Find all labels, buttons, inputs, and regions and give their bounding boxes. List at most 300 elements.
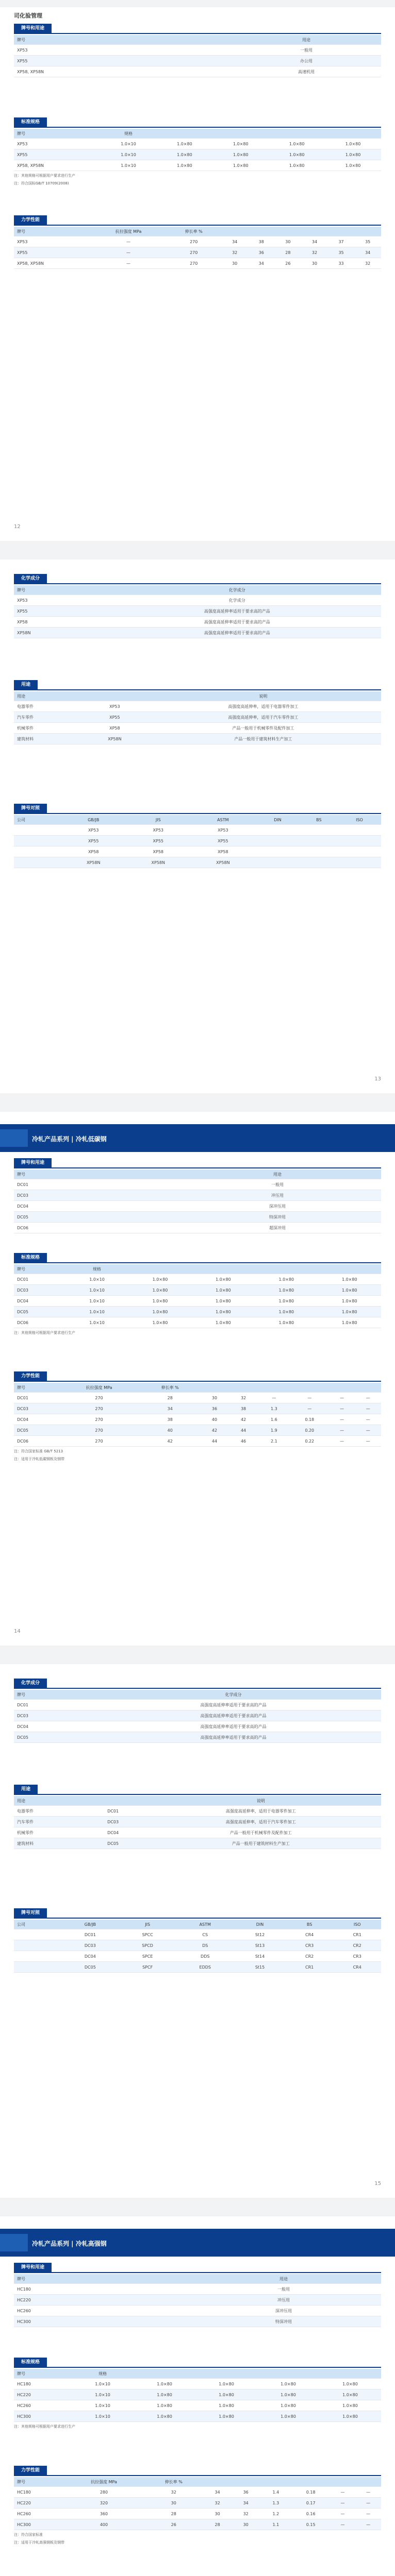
column-header <box>260 2477 291 2487</box>
column-header <box>258 1383 290 1393</box>
table-cell: 一般用 <box>174 1179 381 1190</box>
table-cell: 高强度高延伸率适用于要求高的产品 <box>93 628 381 638</box>
table-cell: 汽车零件 <box>14 712 84 723</box>
footnote: 注：符合国家标准 <box>14 2533 43 2537</box>
column-header <box>355 1383 381 1393</box>
table-row <box>14 628 381 638</box>
table-cell <box>14 846 61 857</box>
table-cell: 34 <box>140 1403 200 1414</box>
table-cell: CR4 <box>286 1929 334 1940</box>
column-header <box>257 2369 319 2379</box>
table-cell: 32 <box>301 247 328 258</box>
table-row <box>14 2316 381 2327</box>
column-header <box>200 1383 229 1393</box>
table-cell <box>255 857 300 868</box>
section <box>14 1783 381 1849</box>
section <box>14 115 381 187</box>
table-cell <box>14 836 61 846</box>
column-header <box>330 2477 356 2487</box>
section-tab: 力学性能 <box>14 1371 47 1381</box>
table-cell: 电器零件 <box>14 1806 86 1817</box>
table-row <box>14 1393 381 1403</box>
table-cell: 特深冲用 <box>186 2316 381 2327</box>
page-inner <box>14 1664 381 2198</box>
data-table <box>14 815 381 868</box>
table-cell: 270 <box>166 247 221 258</box>
table-row <box>14 1317 381 1328</box>
column-header: 牌号 <box>14 227 91 236</box>
section-head <box>14 2261 381 2273</box>
table-cell: 1.0×80 <box>128 1285 191 1296</box>
table-cell: CR4 <box>333 1962 381 1973</box>
table-cell: 1.0×80 <box>318 1285 381 1296</box>
table-cell: 44 <box>229 1425 258 1436</box>
table-cell: St14 <box>234 1951 286 1962</box>
table-cell: CR2 <box>333 1940 381 1951</box>
table-cell: — <box>330 2498 356 2509</box>
data-table <box>14 585 381 638</box>
column-header <box>156 129 212 139</box>
column-header: DIN <box>255 815 300 825</box>
table-cell: 1.2 <box>260 2509 291 2519</box>
table-cell: DC05 <box>14 1212 174 1223</box>
table-cell: — <box>355 1414 381 1425</box>
table-cell: 46 <box>229 1436 258 1447</box>
column-header: 伸长率 % <box>140 1383 200 1393</box>
table-cell: 高强度高延伸率，适用于电器零件加工 <box>145 701 381 712</box>
table-cell: 38 <box>140 1414 200 1425</box>
table-cell: HC260 <box>14 2509 64 2519</box>
column-header: 牌号 <box>14 585 93 595</box>
table-cell: 40 <box>140 1425 200 1436</box>
table-cell: 1.9 <box>258 1425 290 1436</box>
table-cell: XP58 <box>14 617 93 628</box>
table-row <box>14 236 381 247</box>
table-cell: HC260 <box>14 2400 72 2411</box>
column-header: JIS <box>126 815 191 825</box>
section-tab: 牌号和用途 <box>14 2263 52 2272</box>
table-cell: — <box>355 1436 381 1447</box>
table-cell: DC03 <box>14 1710 86 1721</box>
table-cell: 1.0×80 <box>212 160 269 171</box>
column-header <box>84 691 145 701</box>
table-cell <box>14 1951 61 1962</box>
table-cell: DC03 <box>61 1940 119 1951</box>
section-head <box>14 1156 381 1168</box>
table-row <box>14 2306 381 2316</box>
table-cell: XP58N <box>61 857 126 868</box>
table-cell: DC06 <box>14 1436 58 1447</box>
table-cell: CR1 <box>286 1962 334 1973</box>
table-cell: — <box>330 2509 356 2519</box>
table-cell: — <box>91 236 166 247</box>
table-row <box>14 1838 381 1849</box>
table-cell: 40 <box>200 1414 229 1425</box>
column-header: 牌号 <box>14 1170 174 1179</box>
table-row <box>14 1414 381 1425</box>
table-cell: 一般用 <box>232 45 381 56</box>
table-header-row <box>14 129 381 139</box>
section <box>14 1369 381 1462</box>
table-cell: 270 <box>58 1393 140 1403</box>
column-header <box>329 1383 355 1393</box>
table-cell: 1.0×10 <box>72 2400 134 2411</box>
page <box>0 1664 395 2198</box>
footnote: 注：符合国标GB/T 10709(2008) <box>14 181 69 185</box>
section-head <box>14 1369 381 1382</box>
table-cell: SPCE <box>119 1951 176 1962</box>
table-header-row <box>14 1796 381 1806</box>
table-cell <box>300 825 338 836</box>
table-cell <box>300 846 338 857</box>
section <box>14 678 381 744</box>
section-tab: 标准规格 <box>14 2358 47 2367</box>
table-row <box>14 2284 381 2295</box>
table-row <box>14 1929 381 1940</box>
table-cell: — <box>355 2519 381 2530</box>
data-table <box>14 691 381 744</box>
table-header-row <box>14 1170 381 1179</box>
table-cell: 1.0×80 <box>192 1307 255 1317</box>
column-header <box>134 2369 195 2379</box>
table-row <box>14 1425 381 1436</box>
column-header: ASTM <box>191 815 256 825</box>
table-cell: — <box>329 1403 355 1414</box>
section-tab: 化学成分 <box>14 1679 47 1688</box>
table-cell: 1.3 <box>258 1403 290 1414</box>
table-cell: 28 <box>203 2519 232 2530</box>
table-cell: 0.20 <box>290 1425 329 1436</box>
page-inner <box>14 1112 381 1646</box>
table-cell: DC04 <box>14 1721 86 1732</box>
table-cell: DC06 <box>14 1317 65 1328</box>
section <box>14 1676 381 1743</box>
table-row <box>14 2389 381 2400</box>
data-table <box>14 1264 381 1328</box>
table-cell: 320 <box>64 2498 144 2509</box>
table-cell: 1.0×80 <box>319 2400 381 2411</box>
table-cell: 36 <box>232 2487 260 2498</box>
table-cell: 1.0×10 <box>101 149 157 160</box>
table-cell: 深冲压用 <box>186 2306 381 2316</box>
section-head <box>14 1906 381 1919</box>
column-header: 伸长率 % <box>144 2477 203 2487</box>
section-head <box>14 213 381 226</box>
table-cell: 34 <box>203 2487 232 2498</box>
page-number: 12 <box>14 524 21 530</box>
section <box>14 1156 381 1233</box>
table-cell: 35 <box>354 236 381 247</box>
table-row <box>14 846 381 857</box>
section-head <box>14 802 381 814</box>
table-cell: — <box>355 2509 381 2519</box>
column-header: BS <box>286 1920 334 1929</box>
table-cell: 38 <box>248 236 275 247</box>
column-header <box>275 227 302 236</box>
table-cell: DC01 <box>14 1393 58 1403</box>
table-cell <box>255 836 300 846</box>
column-header <box>128 1264 191 1274</box>
table-row <box>14 1190 381 1201</box>
table-cell: — <box>91 247 166 258</box>
page-number: 14 <box>14 1629 21 1634</box>
table-cell: XP58N <box>126 857 191 868</box>
table-header-row <box>14 2274 381 2284</box>
section <box>14 22 381 77</box>
data-table <box>14 35 381 77</box>
table-cell: 1.0×80 <box>212 139 269 149</box>
table-row <box>14 2411 381 2422</box>
table-header-row <box>14 2477 381 2487</box>
table-cell: — <box>330 2487 356 2498</box>
table-cell: 高强度高延伸率，适用于电器零件加工 <box>141 1806 381 1817</box>
table-cell: 1.0×80 <box>325 139 381 149</box>
table-cell: 28 <box>275 247 302 258</box>
table-cell: 1.0×80 <box>134 2389 195 2400</box>
table-cell: 汽车零件 <box>14 1817 86 1827</box>
table-cell: 1.0×80 <box>257 2389 319 2400</box>
table-cell: XP58 <box>191 846 256 857</box>
table-cell: 1.0×80 <box>325 149 381 160</box>
table-cell: XP55 <box>14 606 93 617</box>
table-header-row <box>14 35 381 45</box>
table-cell: XP58 <box>61 846 126 857</box>
table-cell: 33 <box>328 258 355 269</box>
table-cell: 270 <box>166 236 221 247</box>
table-cell: 1.0×80 <box>325 160 381 171</box>
table-row <box>14 56 381 66</box>
page-number: 13 <box>374 1076 381 1082</box>
table-row <box>14 617 381 628</box>
column-header <box>354 227 381 236</box>
table-cell <box>14 825 61 836</box>
data-table <box>14 1690 381 1743</box>
table-cell: St15 <box>234 1962 286 1973</box>
table-cell: 32 <box>203 2498 232 2509</box>
column-header: 伸长率 % <box>166 227 221 236</box>
table-cell: 1.0×10 <box>101 160 157 171</box>
section-tab: 标准规格 <box>14 1253 47 1262</box>
table-cell: DS <box>176 1940 234 1951</box>
table-row <box>14 139 381 149</box>
table-cell: 冲压用 <box>186 2295 381 2306</box>
table-header-row <box>14 227 381 236</box>
table-cell: 2.1 <box>258 1436 290 1447</box>
table-row <box>14 149 381 160</box>
section-head <box>14 678 381 690</box>
table-cell: XP58 <box>84 723 145 734</box>
table-row <box>14 1721 381 1732</box>
table-cell: XP53 <box>84 701 145 712</box>
table-row <box>14 1732 381 1743</box>
column-header: 规格 <box>65 1264 128 1274</box>
table-cell: 1.0×80 <box>128 1296 191 1307</box>
table-cell: XP58N <box>191 857 256 868</box>
section-tab: 牌号和用途 <box>14 24 52 33</box>
section-head <box>14 2464 381 2476</box>
table-cell: 1.0×10 <box>72 2379 134 2389</box>
table-cell: St13 <box>234 1940 286 1951</box>
column-header: 用途 <box>174 1170 381 1179</box>
table-row <box>14 66 381 77</box>
table-header-row <box>14 585 381 595</box>
table-cell: 38 <box>229 1403 258 1414</box>
table-cell: 高强度高延伸率适用于要求高的产品 <box>93 606 381 617</box>
column-header: JIS <box>119 1920 176 1929</box>
table-cell: 34 <box>354 247 381 258</box>
table-cell: 30 <box>275 236 302 247</box>
column-header: 牌号 <box>14 35 232 45</box>
table-cell: 特深冲用 <box>174 1212 381 1223</box>
table-cell: 1.0×80 <box>134 2400 195 2411</box>
table-row <box>14 712 381 723</box>
table-cell: 冲压用 <box>174 1190 381 1201</box>
table-cell: 深冲压用 <box>174 1201 381 1212</box>
table-cell: 高强度高延伸率，适用于汽车零件加工 <box>145 712 381 723</box>
band-title: 冷轧产品系列 | 冷轧低碳钢 <box>32 1136 107 1143</box>
section <box>14 802 381 868</box>
table-row <box>14 2519 381 2530</box>
table-cell: 30 <box>221 258 248 269</box>
table-cell: DC04 <box>14 1201 174 1212</box>
column-header: 抗拉强度 MPa <box>58 1383 140 1393</box>
section-head <box>14 1676 381 1689</box>
table-cell <box>300 836 338 846</box>
column-header: ISO <box>333 1920 381 1929</box>
table-cell: 0.18 <box>292 2487 330 2498</box>
section-tab: 力学性能 <box>14 2466 47 2475</box>
table-cell: 1.0×80 <box>257 2379 319 2389</box>
table-cell <box>300 857 338 868</box>
table-cell: 1.0×80 <box>156 139 212 149</box>
table-cell: 1.0×80 <box>134 2379 195 2389</box>
section-head <box>14 572 381 584</box>
table-cell: 30 <box>232 2519 260 2530</box>
table-cell: HC220 <box>14 2498 64 2509</box>
section-tab: 力学性能 <box>14 215 47 225</box>
footnote: 注：适用于冷轧高强钢板及钢带 <box>14 2540 64 2545</box>
table-cell: 建筑材料 <box>14 734 84 744</box>
table-cell: 高强度高延伸率适用于要求高的产品 <box>86 1721 381 1732</box>
section-head <box>14 1783 381 1795</box>
table-cell: 34 <box>301 236 328 247</box>
table-row <box>14 1307 381 1317</box>
table-cell: 1.3 <box>260 2498 291 2509</box>
table-row <box>14 1296 381 1307</box>
table-header-row <box>14 1920 381 1929</box>
table-cell <box>14 1940 61 1951</box>
data-table <box>14 2477 381 2530</box>
footnote: 注：其他规格可根据用户要求进行生产 <box>14 1331 75 1335</box>
table-cell: 1.0×80 <box>156 149 212 160</box>
column-header <box>203 2477 232 2487</box>
table-cell: 1.0×80 <box>318 1274 381 1285</box>
table-row <box>14 836 381 846</box>
data-table <box>14 1383 381 1447</box>
column-header <box>318 1264 381 1274</box>
column-header: 牌号 <box>14 2477 64 2487</box>
table-cell: HC180 <box>14 2379 72 2389</box>
column-header: 抗拉强度 MPa <box>91 227 166 236</box>
data-table <box>14 227 381 269</box>
table-cell: DC01 <box>14 1700 86 1710</box>
table-cell: 1.0×80 <box>195 2411 257 2422</box>
column-header: 抗拉强度 MPa <box>64 2477 144 2487</box>
table-cell: 高强度高延伸率，适用于汽车零件加工 <box>141 1817 381 1827</box>
table-cell: 1.0×10 <box>72 2411 134 2422</box>
section-head <box>14 22 381 34</box>
table-cell: 30 <box>144 2498 203 2509</box>
table-cell: DC03 <box>14 1190 174 1201</box>
column-header <box>195 2369 257 2379</box>
table-cell: DC01 <box>14 1274 65 1285</box>
table-cell: — <box>355 1393 381 1403</box>
column-header <box>221 227 248 236</box>
table-row <box>14 1274 381 1285</box>
table-cell: DC01 <box>14 1179 174 1190</box>
table-cell: 26 <box>275 258 302 269</box>
column-header <box>248 227 275 236</box>
table-cell: 32 <box>229 1393 258 1403</box>
table-cell: 42 <box>229 1414 258 1425</box>
table-cell: — <box>91 258 166 269</box>
table-cell <box>338 836 381 846</box>
table-cell: 1.0×80 <box>255 1296 318 1307</box>
table-cell: 42 <box>140 1436 200 1447</box>
table-header-row <box>14 1383 381 1393</box>
column-header: 用途 <box>186 2274 381 2284</box>
table-cell: XP55 <box>14 56 232 66</box>
table-cell: — <box>258 1393 290 1403</box>
section-tab: 化学成分 <box>14 574 47 583</box>
table-row <box>14 734 381 744</box>
table-row <box>14 160 381 171</box>
table-cell: 1.0×80 <box>257 2411 319 2422</box>
table-cell: DDS <box>176 1951 234 1962</box>
table-cell: XP58, XP58N <box>14 66 232 77</box>
data-table <box>14 1920 381 1973</box>
table-cell: 办公用 <box>232 56 381 66</box>
column-header: 牌号 <box>14 2274 186 2284</box>
table-cell: 化学成分 <box>93 595 381 606</box>
column-header <box>269 129 325 139</box>
table-cell: 1.0×80 <box>319 2411 381 2422</box>
column-header <box>355 2477 381 2487</box>
table-cell: DC03 <box>86 1817 141 1827</box>
table-row <box>14 2379 381 2389</box>
table-cell: 超深冲用 <box>174 1223 381 1233</box>
column-header: 化学成分 <box>86 1690 381 1700</box>
column-header: 化学成分 <box>93 585 381 595</box>
table-cell: HC180 <box>14 2284 186 2295</box>
table-cell <box>14 1962 61 1973</box>
table-row <box>14 723 381 734</box>
table-row <box>14 2509 381 2519</box>
table-cell: 34 <box>221 236 248 247</box>
table-cell: XP58, XP58N <box>14 258 91 269</box>
section-tab: 用途 <box>14 680 38 689</box>
table-cell: 高强度高延伸率适用于要求高的产品 <box>86 1732 381 1743</box>
section-tab: 牌号对照 <box>14 1908 47 1918</box>
table-cell: 35 <box>328 247 355 258</box>
table-row <box>14 1710 381 1721</box>
page-inner <box>14 7 381 541</box>
table-row <box>14 1285 381 1296</box>
column-header <box>86 1796 141 1806</box>
table-cell: 1.0×80 <box>319 2389 381 2400</box>
section <box>14 1906 381 1973</box>
table-header-row <box>14 691 381 701</box>
